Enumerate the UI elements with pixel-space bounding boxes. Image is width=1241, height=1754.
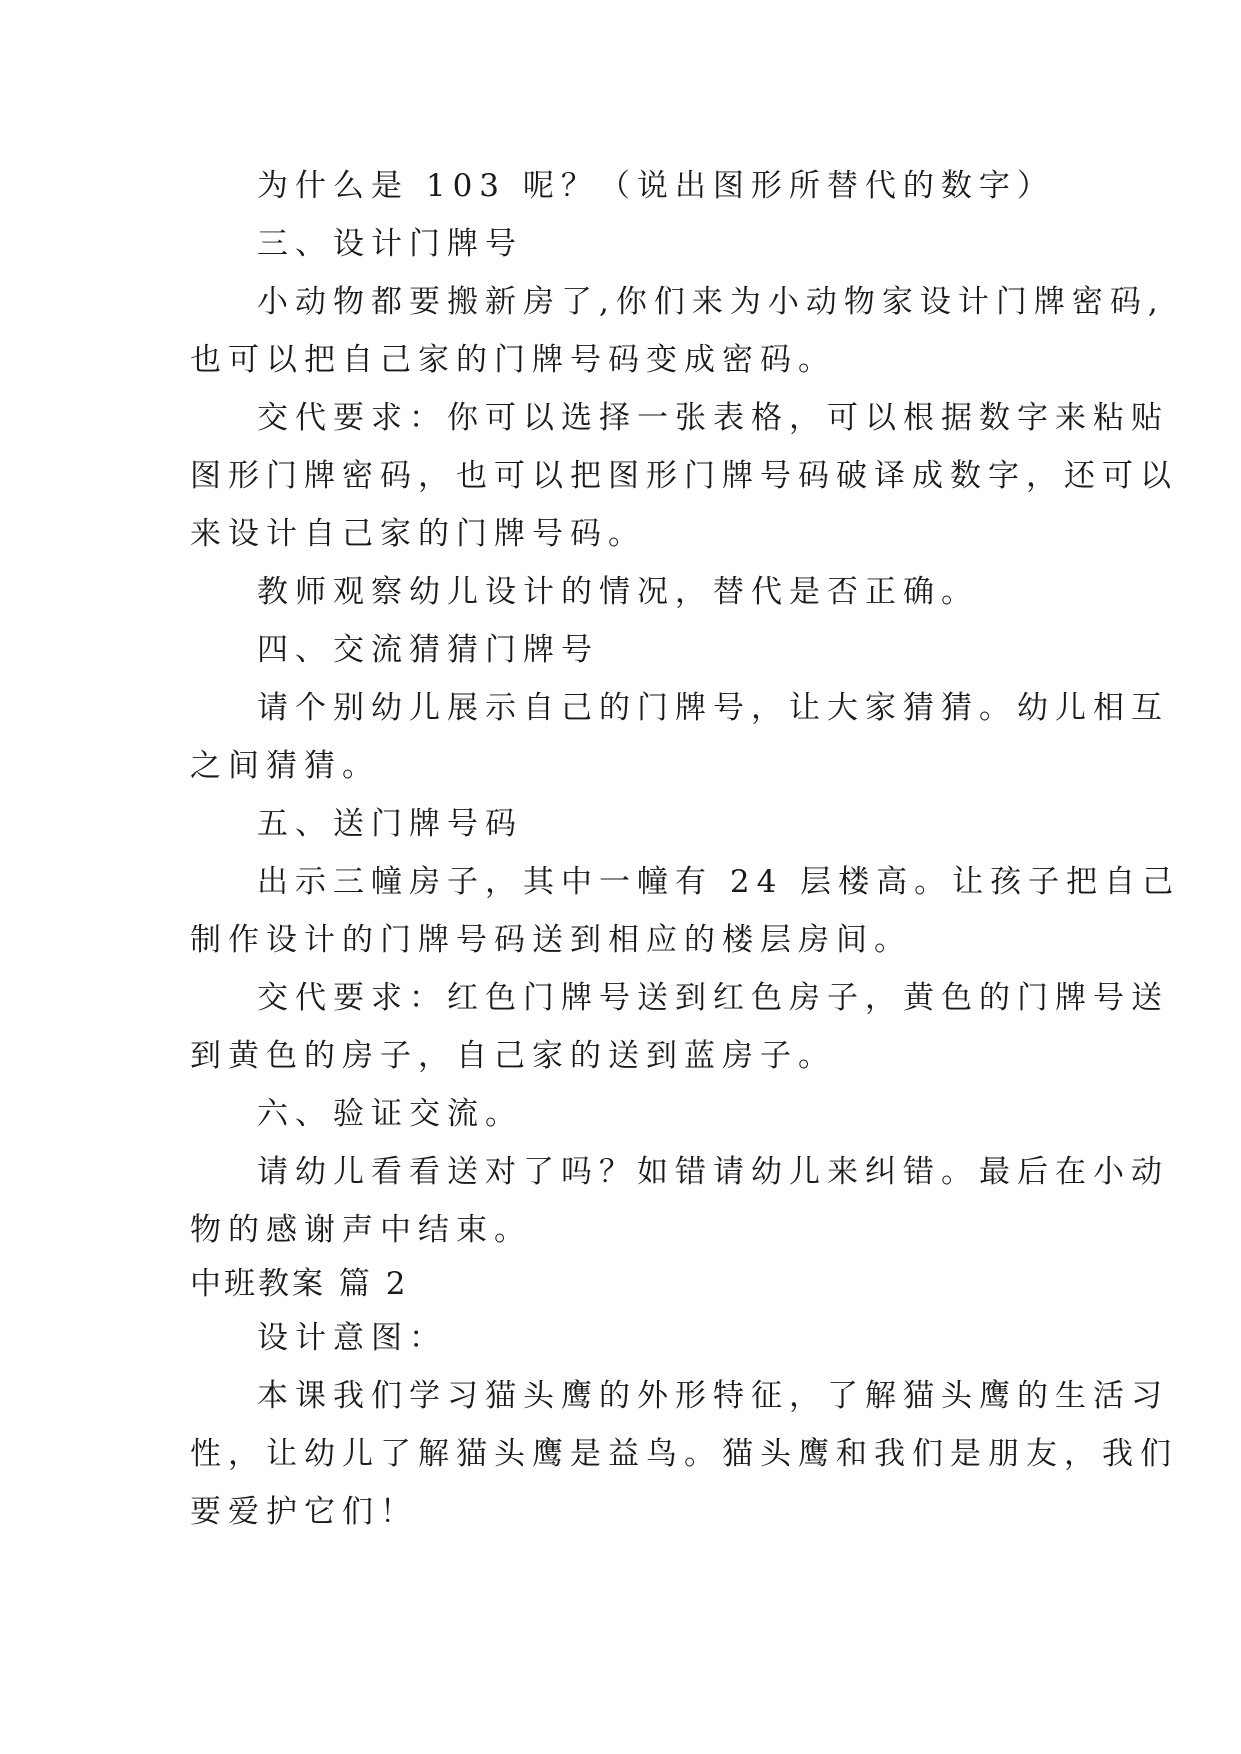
paragraph-line: 性，让幼儿了解猫头鹰是益鸟。猫头鹰和我们是朋友，我们 <box>190 1436 1178 1472</box>
section-heading: 四、交流猜猜门牌号 <box>257 632 599 668</box>
paragraph-line: 本课我们学习猫头鹰的外形特征，了解猫头鹰的生活习 <box>257 1378 1169 1414</box>
paragraph-line: 也可以把自己家的门牌号码变成密码。 <box>190 342 836 378</box>
paragraph-line: 交代要求：你可以选择一张表格，可以根据数字来粘贴 <box>257 400 1169 436</box>
paragraph-line: 教师观察幼儿设计的情况，替代是否正确。 <box>257 574 979 610</box>
paragraph-line: 来设计自己家的门牌号码。 <box>190 516 646 552</box>
section-heading: 三、设计门牌号 <box>257 226 523 262</box>
paragraph-line: 要爱护它们！ <box>190 1494 418 1530</box>
paragraph-line: 小动物都要搬新房了,你们来为小动物家设计门牌密码, <box>257 284 1165 320</box>
paragraph-line: 图形门牌密码，也可以把图形门牌号码破译成数字，还可以 <box>190 458 1178 494</box>
section-heading: 六、验证交流。 <box>257 1096 523 1132</box>
lesson-title: 中班教案 篇 2 <box>190 1266 409 1302</box>
section-heading: 五、送门牌号码 <box>257 806 523 842</box>
paragraph-line: 请个别幼儿展示自己的门牌号，让大家猜猜。幼儿相互 <box>257 690 1169 726</box>
section-heading: 设计意图： <box>257 1320 447 1356</box>
paragraph-line: 请幼儿看看送对了吗？如错请幼儿来纠错。最后在小动 <box>257 1154 1169 1190</box>
paragraph-line: 出示三幢房子，其中一幢有 24 层楼高。让孩子把自己 <box>257 864 1181 900</box>
paragraph-line: 交代要求：红色门牌号送到红色房子，黄色的门牌号送 <box>257 980 1169 1016</box>
paragraph-line: 之间猜猜。 <box>190 748 380 784</box>
paragraph-line: 制作设计的门牌号码送到相应的楼层房间。 <box>190 922 912 958</box>
paragraph-line: 物的感谢声中结束。 <box>190 1212 532 1248</box>
paragraph-line: 为什么是 103 呢？（说出图形所替代的数字） <box>257 168 1055 204</box>
paragraph-line: 到黄色的房子，自己家的送到蓝房子。 <box>190 1038 836 1074</box>
